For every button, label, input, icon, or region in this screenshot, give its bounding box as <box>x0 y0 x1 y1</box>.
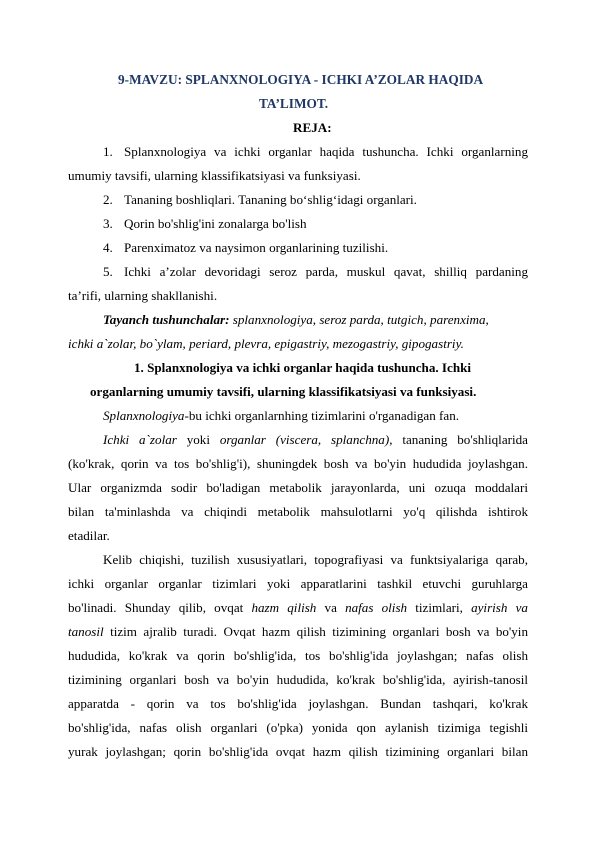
term-tanosil: tanosil <box>68 624 104 639</box>
plan-item-5-text: Ichki a’zolar devoridagi seroz parda, muskul qavat, shilliq pardaning <box>124 264 528 279</box>
plan-item-5-number: 5. <box>103 264 113 279</box>
section-heading-line-1: 1. Splanxnologiya va ichki organlar haqida tushuncha. Ichki <box>134 360 472 375</box>
plan-item-1-continuation: umumiy tavsifi, ularning klassifikatsiyasi va funksiyasi. <box>68 168 361 183</box>
plan-item-2-number: 2. <box>103 192 113 207</box>
plan-item-1-number: 1. <box>103 144 113 159</box>
paragraph-2-line-1-rest: tananing bo'shliqlarida <box>392 432 528 447</box>
title-line-2: TA’LIMOT. <box>259 96 329 111</box>
keywords-label: Tayanch tushunchalar: <box>103 312 230 327</box>
paragraph-3-line-2: ichki organlar organlar tizimlari yoki apparatlarini tashkil etuvchi guruhlarga <box>68 576 528 591</box>
plan-item-2-text: Tananing boshliqlari. Tananing bo‘shlig‘idagi organlari. <box>124 192 417 207</box>
term-ichki-azolar: Ichki a`zolar <box>103 432 177 447</box>
paragraph-1 <box>103 408 459 424</box>
paragraph-3-line-5: hududida, ko'krak va qorin bo'shlig'ida, tos bo'shlig'ida joylashgan; nafas olish <box>68 648 528 663</box>
term-organlar: organlar (viscera, splanchna), <box>219 432 393 447</box>
paragraph-3-line-8: bo'shlig'ida, nafas olish organlari (o'pka) yonida qon aylanish tizimiga tegishli <box>68 720 528 735</box>
plan-item-3-number: 3. <box>103 216 113 231</box>
paragraph-2-line-1 <box>103 432 528 448</box>
paragraph-2-line-2: (ko'krak, qorin va tos bo'shlig'i), shuningdek bosh va bo'yin hududida joylashgan. <box>68 456 528 471</box>
paragraph-3-line-6: tizimining organlari bosh va bo'yin hududida, ko'krak bo'shlig'ida, ayirish-tanosil <box>68 672 528 687</box>
paragraph-3-line-4-rest: tizim ajralib turadi. Ovqat hazm qilish tizimining organlari bosh va bo'yin <box>103 624 528 639</box>
paragraph-3-line-3 <box>68 600 528 616</box>
term-splanxnologiya: Splanxnologiya <box>103 408 185 423</box>
paragraph-1-text: -bu ichki organlarnhing tizimlarini o'rganadigan fan. <box>184 408 460 423</box>
section-heading-line-2: organlarning umumiy tavsifi, ularning klassifikatsiyasi va funksiyasi. <box>90 384 477 399</box>
plan-item-5-continuation: ta’rifi, ularning shakllanishi. <box>68 288 218 303</box>
plan-item-1-text: Splanxnologiya va ichki organlar haqida tushuncha. Ichki organlarning <box>124 144 528 159</box>
keywords-list-start: splanxnologiya, seroz parda, tutgich, parenxima, <box>229 312 489 327</box>
paragraph-3-line-7: apparatda - qorin va tos bo'shlig'ida joylashgan. Bundan tashqari, ko'krak <box>68 696 528 711</box>
paragraph-3-connector-tizimlari: tizimlari, <box>407 600 472 615</box>
paragraph-3-connector-va: va <box>316 600 346 615</box>
term-ayirish-va: ayirish va <box>471 600 528 615</box>
keywords-line-1 <box>103 312 489 328</box>
term-nafas-olish: nafas olish <box>345 600 408 615</box>
paragraph-3-line-9: yurak joylashgan; qorin bo'shlig'ida ovqat hazm qilish tizimining organlari bilan <box>68 744 528 759</box>
title-line-1: 9-MAVZU: SPLANXNOLOGIYA - ICHKI A’ZOLAR HAQIDA <box>118 72 484 87</box>
term-hazm-qilish: hazm qilish <box>251 600 317 615</box>
paragraph-2-line-4: bilan ta'minlashda va chiqindi metabolik mahsulotlarni yo'q qilishda ishtirok <box>68 504 528 519</box>
paragraph-3-line-3-start: bo'linadi. Shunday qilib, ovqat <box>68 600 252 615</box>
paragraph-3-line-4 <box>68 624 528 640</box>
keywords-line-2: ichki a`zolar, bo`ylam, periard, plevra, epigastriy, mezogastriy, gipogastriy. <box>68 336 464 351</box>
paragraph-2-line-5: etadilar. <box>68 528 110 543</box>
plan-item-4-number: 4. <box>103 240 113 255</box>
plan-item-4-text: Parenximatoz va naysimon organlarining tuzilishi. <box>124 240 389 255</box>
plan-item-3-text: Qorin bo'shlig'ini zonalarga bo'lish <box>124 216 307 231</box>
paragraph-3-line-1: Kelib chiqishi, tuzilish xususiyatlari, topografiyasi va funktsiyalariga qarab, <box>103 552 528 567</box>
paragraph-2-line-3: Ular organizmda sodir bo'ladigan metabolik jarayonlarda, uni ozuqa moddalari <box>68 480 528 495</box>
reja-heading: REJA: <box>293 120 332 135</box>
paragraph-2-connector: yoki <box>176 432 220 447</box>
